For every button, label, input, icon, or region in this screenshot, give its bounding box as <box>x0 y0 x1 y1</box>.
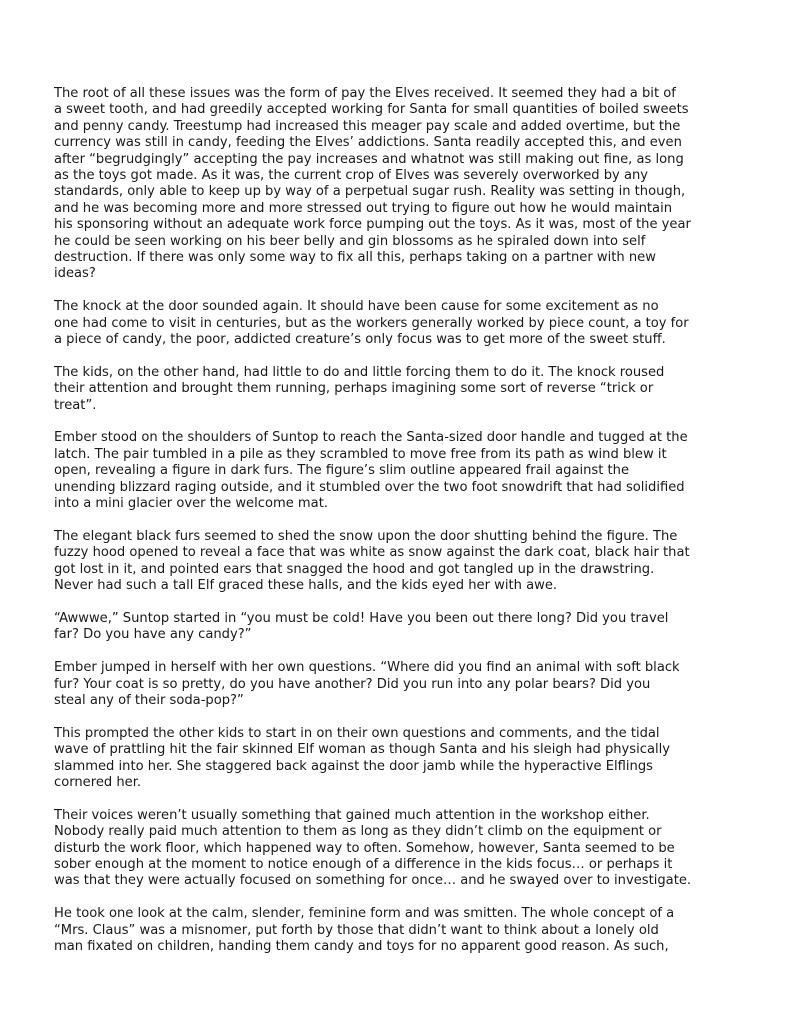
paragraph-6: “Awwwe,” Suntop started in “you must be cold! Have you been out there long? Did you travel far? Do you have any candy?” <box>54 610 669 643</box>
paragraph-3: The kids, on the other hand, had little to do and little forcing them to do it. The knock roused their attention and brought them running, perhaps imagining some sort of reverse “trick or treat”. <box>54 364 665 413</box>
paragraph-4: Ember stood on the shoulders of Suntop to reach the Santa-sized door handle and tugged at the latch. The pair tumbled in a pile as they scrambled to move free from its path as wind blew it open, revealing a figure in dark furs. The figure’s slim outline appeared frail against the unending blizzard raging outside, and it stumbled over the two foot snowdrift that had solidified into a mini glacier over the welcome mat. <box>54 430 688 512</box>
paragraph-7: Ember jumped in herself with her own questions. “Where did you find an animal with soft black fur? Your coat is so pretty, do you have another? Did you run into any polar bears? Did you steal any of their soda-pop?” <box>54 660 680 708</box>
paragraph-8: This prompted the other kids to start in on their own questions and comments, and the tidal wave of prattling hit the fair skinned Elf woman as though Santa and his sleigh had physically slammed into her. She staggered back against the door jamb while the hyperactive Elflings cornered her. <box>54 725 671 790</box>
paragraph-5: The elegant black furs seemed to shed the snow upon the door shutting behind the figure. The fuzzy hood opened to reveal a face that was white as snow against the dark coat, black hair that got lost in it, and pointed ears that snagged the hood and got tangled up in the drawstring. Never had such a tall Elf graced these halls, and the kids eyed her with awe. <box>54 528 690 594</box>
paragraph-1: The root of all these issues was the form of pay the Elves received. It seemed they had a bit of a sweet tooth, and had greedily accepted working for Santa for small quantities of boiled sweets and penny candy. Treestump had increased this meager pay scale and added overtime, but the currency was still in candy, feeding the Elves’ addictions. Santa readily accepted this, and even after “begrudgingly” accepting the pay increases and whatnot was still making out fine, as long as the toys got made. As it was, the current crop of Elves was severely overworked by any standards, only able to keep up by way of a perpetual sugar rush. Reality was setting in though, and he was becoming more and more stressed out trying to figure out how he would maintain his sponsoring without an adequate work force pumping out the toys. As it was, most of the year he could be seen working on his beer belly and gin blossoms as he spiraled down into self destruction. If there was only some way to fix all this, perhaps taking on a partner with new ideas? <box>54 86 691 282</box>
paragraph-10: He took one look at the calm, slender, feminine form and was smitten. The whole concept of a “Mrs. Claus” was a misnomer, put forth by those that didn’t want to think about a lonely old man fixated on children, handing them candy and toys for no apparent good reason. As such, <box>54 906 675 954</box>
paragraph-2: The knock at the door sounded again. It should have been cause for some excitement as no one had come to visit in centuries, but as the workers generally worked by piece count, a toy for a piece of candy, the poor, addicted creature’s only focus was to get more of the sweet stuff. <box>54 299 689 348</box>
document-page <box>54 86 758 955</box>
paragraph-9: Their voices weren’t usually something that gained much attention in the workshop either. Nobody really paid much attention to them as long as they didn’t climb on the equipment or disturb the work floor, which happened way to often. Somehow, however, Santa seemed to be sober enough at the moment to notice enough of a difference in the kids focus… or perhaps it was that they were actually focused on something for once… and he swayed over to investigate. <box>54 807 692 889</box>
